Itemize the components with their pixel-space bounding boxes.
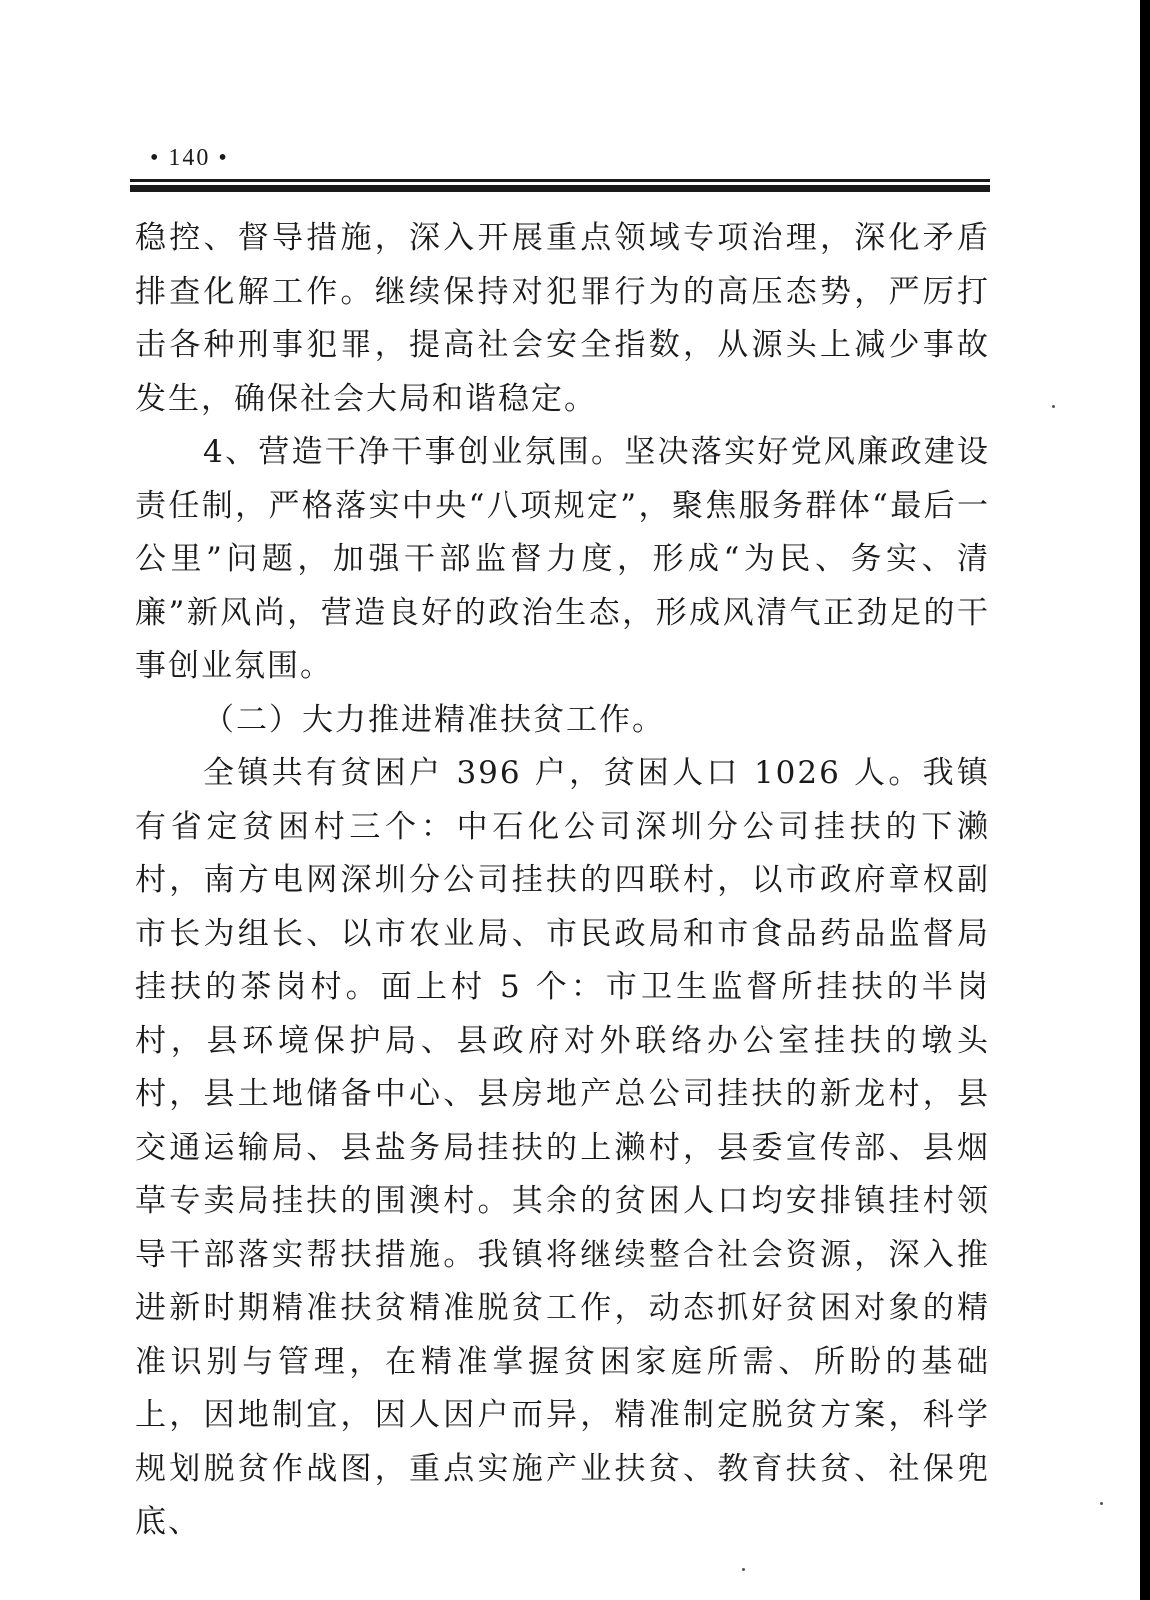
page-header xyxy=(130,142,990,192)
scan-edge xyxy=(1140,0,1150,1600)
page-number: • 140 • xyxy=(150,145,229,171)
scan-speck xyxy=(1052,405,1055,408)
header-rule-thin xyxy=(130,179,990,182)
scan-speck xyxy=(742,1568,745,1571)
scan-speck xyxy=(1100,1502,1103,1505)
body-text xyxy=(135,212,990,1550)
paragraph-1: 稳控、督导措施，深入开展重点领域专项治理，深化矛盾排查化解工作。继续保持对犯罪行为的高压态势，严厉打击各种刑事犯罪，提高社会安全指数，从源头上减少事故发生，确保社会大局和谐稳定。 xyxy=(135,220,990,417)
paragraph-3: 全镇共有贫困户 396 户，贫困人口 1026 人。我镇有省定贫困村三个：中石化公司深圳分公司挂扶的下濑村，南方电网深圳分公司挂扶的四联村，以市政府章权副市长为组长、以市农业局、市民政局和市食品药品监督局挂扶的茶岗村。面上村 5 个：市卫生监督所挂扶的半岗村，县环境保护局、县政府对外联络办公室挂扶的墩头村，县土地储备中心、县房地产总公司挂扶的新龙村，县交通运输局、县盐务局挂扶的上濑村，县委宣传部、县烟草专卖局挂扶的围澳村。其余的贫困人口均安排镇挂村领导干部落实帮扶措施。我镇将继续整合社会资源，深入推进新时期精准扶贫精准脱贫工作，动态抓好贫困对象的精准识别与管理，在精准掌握贫困家庭所需、所盼的基础上，因地制宜，因人因户而异，精准制定脱贫方案，科学规划脱贫作战图，重点实施产业扶贫、教育扶贫、社保兜底、 xyxy=(135,755,990,1540)
section-heading: （二）大力推进精准扶贫工作。 xyxy=(203,701,665,738)
header-rule-thick xyxy=(130,185,990,192)
paragraph-2: 4、营造干净干事创业氛围。坚决落实好党风廉政建设责任制，严格落实中央“八项规定”，聚焦服务群体“最后一公里”问题，加强干部监督力度，形成“为民、务实、清廉”新风尚，营造良好的政治生态，形成风清气正劲足的干事创业氛围。 xyxy=(135,434,990,684)
